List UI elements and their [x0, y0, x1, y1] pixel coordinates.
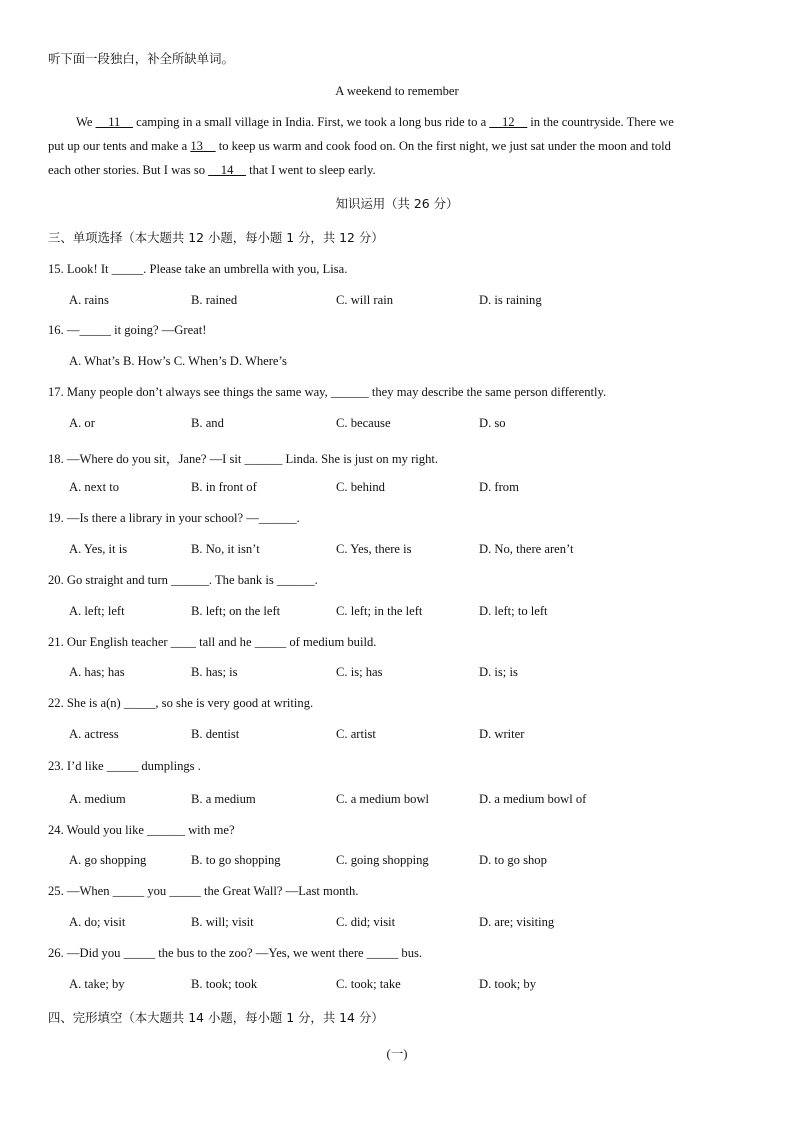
option-c: C. did; visit — [336, 915, 396, 929]
passage-line-2: put up our tents and make a 13__ to keep us warm and cook food on. On the first night, we just sat under the moon and told — [48, 139, 671, 153]
option-a: A. take; by — [69, 977, 125, 991]
option-c: C. left; in the left — [336, 604, 423, 618]
option-a: A. Yes, it is — [69, 542, 128, 556]
part3-header: 三、单项选择（本大题共 12 小题，每小题 1 分，共 12 分） — [48, 230, 384, 245]
option-d: D. No, there aren’t — [479, 542, 574, 556]
question-stem: 20. Go straight and turn ______. The bank is ______. — [48, 573, 318, 587]
question-stem: 21. Our English teacher ____ tall and he _____ of medium build. — [48, 635, 377, 649]
listening-instruction: 听下面一段独白，补全所缺单词。 — [48, 51, 234, 66]
option-a: A. actress — [69, 727, 119, 741]
option-d: D. writer — [479, 727, 525, 741]
option-d: D. to go shop — [479, 853, 547, 867]
option-b: B. has; is — [191, 665, 238, 679]
option-c: C. because — [336, 416, 391, 430]
option-b: B. dentist — [191, 727, 240, 741]
question-stem: 19. —Is there a library in your school? —______. — [48, 511, 300, 525]
option-c: C. is; has — [336, 665, 383, 679]
option-a: A. go shopping — [69, 853, 147, 867]
question-stem: 23. I’d like _____ dumplings . — [48, 759, 201, 773]
option-d: D. is raining — [479, 293, 542, 307]
option-c: C. going shopping — [336, 853, 429, 867]
question-stem: 15. Look! It _____. Please take an umbrella with you, Lisa. — [48, 262, 348, 276]
option-b: B. took; took — [191, 977, 258, 991]
question-stem: 26. —Did you _____ the bus to the zoo? —Yes, we went there _____ bus. — [48, 946, 423, 960]
option-b: B. rained — [191, 293, 238, 307]
option-b: B. left; on the left — [191, 604, 281, 618]
option-a: A. left; left — [69, 604, 125, 618]
question-stem: 25. —When _____ you _____ the Great Wall? —Last month. — [48, 884, 359, 898]
question-stem: 17. Many people don’t always see things the same way, ______ they may describe the same person differently. — [48, 385, 607, 399]
option-d: D. so — [479, 416, 506, 430]
option-b: B. No, it isn’t — [191, 542, 260, 556]
option-c: C. Yes, there is — [336, 542, 412, 556]
option-d: D. a medium bowl of — [479, 792, 587, 806]
option-b: B. a medium — [191, 792, 256, 806]
question-stem: 22. She is a(n) _____, so she is very good at writing. — [48, 696, 314, 710]
option-c: C. will rain — [336, 293, 394, 307]
blank-12: __12__ — [489, 115, 528, 129]
passage-line-3: each other stories. But I was so __14__ that I went to sleep early. — [48, 163, 376, 177]
blank-14: __14__ — [208, 163, 246, 177]
option-a: A. next to — [69, 480, 120, 494]
option-d: D. left; to left — [479, 604, 548, 618]
blank-13: 13__ — [190, 139, 216, 153]
option-line: A. What’s B. How’s C. When’s D. Where’s — [69, 354, 287, 368]
option-b: B. and — [191, 416, 224, 430]
page-number: (一) — [386, 1047, 408, 1061]
option-b: B. will; visit — [191, 915, 254, 929]
option-c: C. took; take — [336, 977, 401, 991]
option-a: A. rains — [69, 293, 109, 307]
blank-11: __11__ — [95, 115, 133, 129]
option-c: C. a medium bowl — [336, 792, 430, 806]
question-stem: 24. Would you like ______ with me? — [48, 823, 235, 837]
option-c: C. artist — [336, 727, 376, 741]
question-stem: 16. —_____ it going? —Great! — [48, 323, 207, 337]
option-a: A. or — [69, 416, 95, 430]
option-d: D. took; by — [479, 977, 537, 991]
question-stem: 18. —Where do you sit，Jane? —I sit ______ Linda. She is just on my right. — [48, 452, 439, 466]
section-title: 知识运用（共 26 分） — [335, 196, 459, 211]
passage-line-1: We __11__ camping in a small village in India. First, we took a long bus ride to a __12__ in the countryside. There we — [76, 115, 674, 129]
part4-header: 四、完形填空（本大题共 14 小题，每小题 1 分，共 14 分） — [48, 1010, 384, 1025]
option-c: C. behind — [336, 480, 385, 494]
option-d: D. are; visiting — [479, 915, 555, 929]
option-a: A. medium — [69, 792, 126, 806]
option-b: B. in front of — [191, 480, 257, 494]
option-a: A. do; visit — [69, 915, 126, 929]
option-d: D. from — [479, 480, 519, 494]
option-b: B. to go shopping — [191, 853, 281, 867]
option-a: A. has; has — [69, 665, 125, 679]
passage-title: A weekend to remember — [335, 84, 459, 98]
option-d: D. is; is — [479, 665, 518, 679]
